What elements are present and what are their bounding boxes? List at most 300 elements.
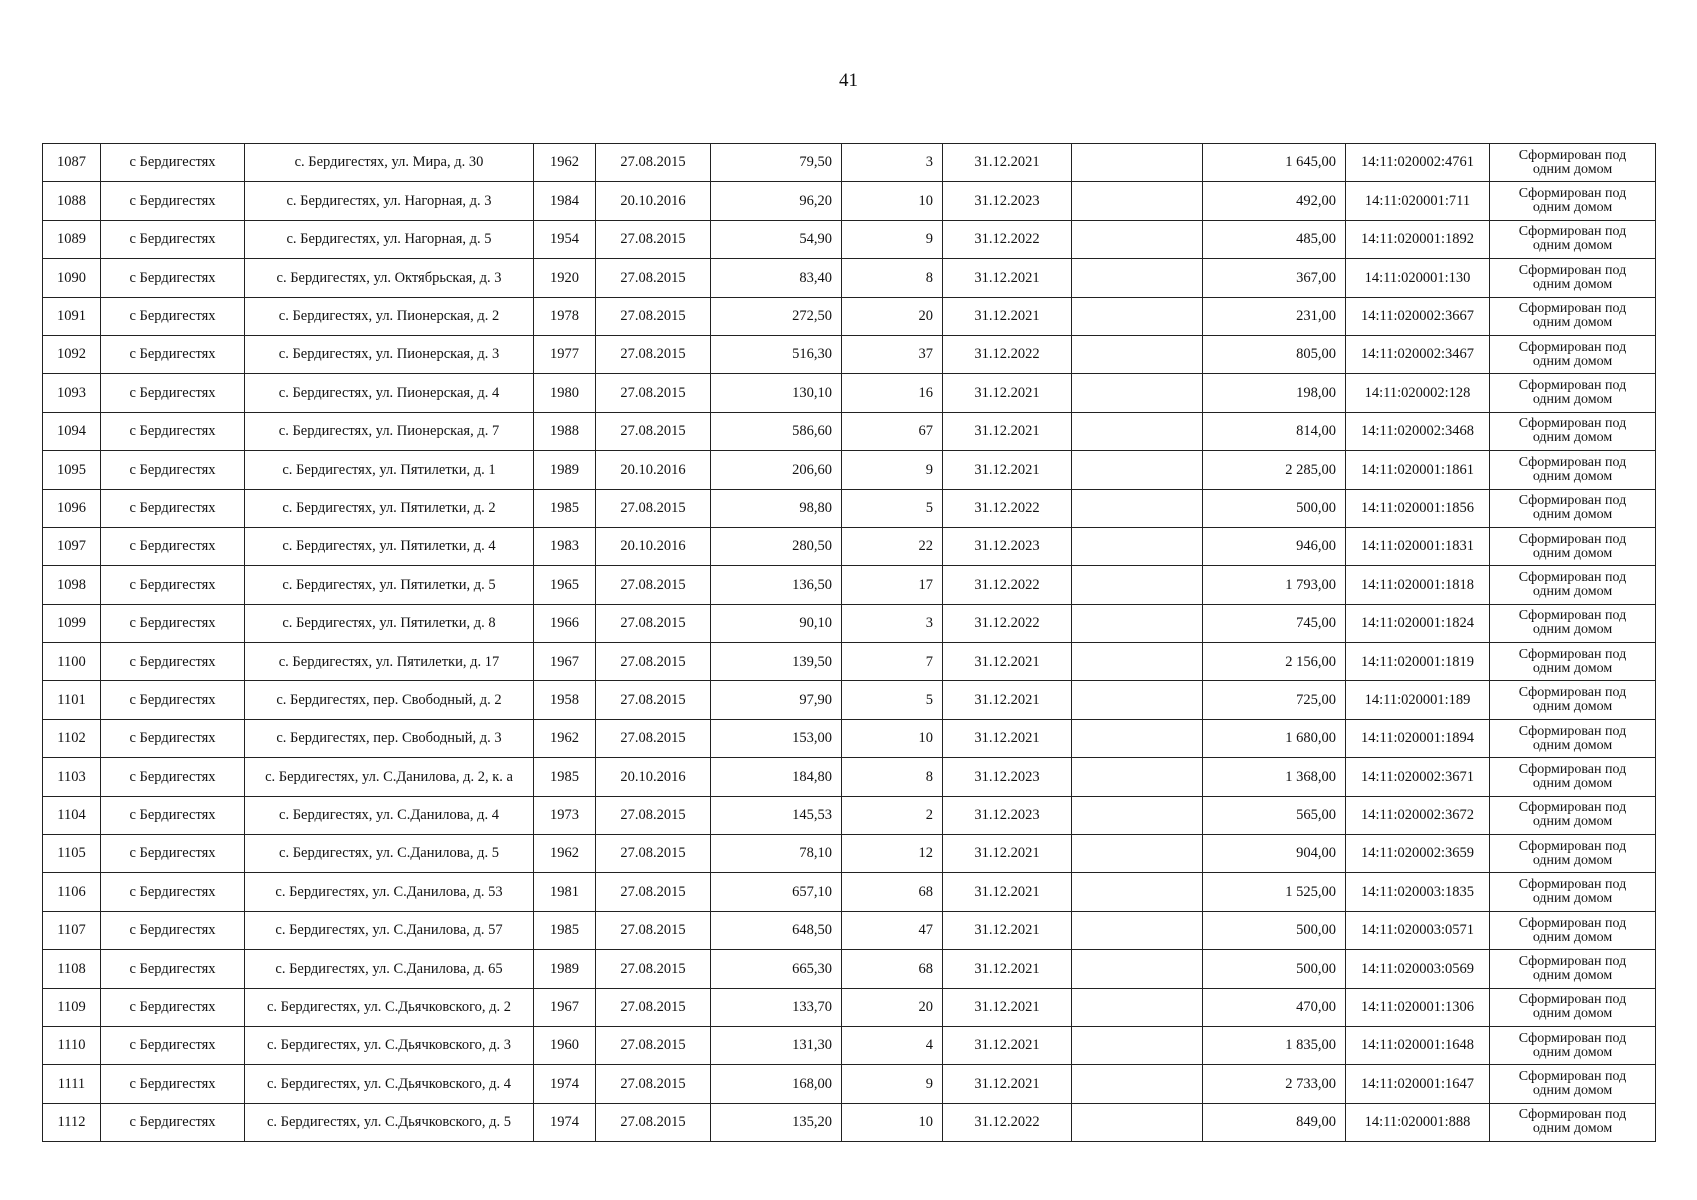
table-row	[43, 182, 1656, 220]
area-cell: 96,20	[711, 182, 842, 220]
status-line-2: одним домом	[1532, 891, 1613, 907]
deadline-cell: 31.12.2021	[943, 144, 1072, 182]
settlement-cell: с Бердигестях	[101, 489, 245, 527]
status-line-1: Сформирован под	[1518, 339, 1627, 355]
empty-cell	[1072, 681, 1203, 719]
count-cell: 20	[842, 988, 943, 1026]
land-area-cell: 2 285,00	[1203, 451, 1346, 489]
date-cell: 27.08.2015	[596, 566, 711, 604]
area-cell: 90,10	[711, 604, 842, 642]
status-cell	[1490, 835, 1656, 873]
empty-cell	[1072, 451, 1203, 489]
row-number: 1087	[43, 144, 101, 182]
address-cell: с. Бердигестях, ул. С.Данилова, д. 5	[245, 835, 534, 873]
status-line-2: одним домом	[1532, 468, 1613, 484]
land-area-cell: 500,00	[1203, 911, 1346, 949]
deadline-cell: 31.12.2022	[943, 566, 1072, 604]
settlement-cell: с Бердигестях	[101, 374, 245, 412]
status-line-2: одним домом	[1532, 737, 1613, 753]
count-cell: 8	[842, 259, 943, 297]
deadline-cell: 31.12.2021	[943, 1065, 1072, 1103]
area-cell: 97,90	[711, 681, 842, 719]
address-cell: с. Бердигестях, ул. Пионерская, д. 2	[245, 297, 534, 335]
count-cell: 5	[842, 489, 943, 527]
status-line-2: одним домом	[1532, 1006, 1613, 1022]
date-cell: 27.08.2015	[596, 988, 711, 1026]
settlement-cell: с Бердигестях	[101, 911, 245, 949]
status-line-1: Сформирован под	[1518, 953, 1627, 969]
row-number: 1092	[43, 335, 101, 373]
count-cell: 9	[842, 451, 943, 489]
year-cell: 1962	[534, 144, 596, 182]
address-cell: с. Бердигестях, ул. С.Дьячковского, д. 5	[245, 1103, 534, 1141]
count-cell: 20	[842, 297, 943, 335]
count-cell: 10	[842, 182, 943, 220]
address-cell: с. Бердигестях, ул. Нагорная, д. 5	[245, 220, 534, 258]
row-number: 1093	[43, 374, 101, 412]
status-cell	[1490, 1065, 1656, 1103]
land-area-cell: 367,00	[1203, 259, 1346, 297]
count-cell: 10	[842, 1103, 943, 1141]
empty-cell	[1072, 527, 1203, 565]
land-area-cell: 946,00	[1203, 527, 1346, 565]
row-number: 1088	[43, 182, 101, 220]
land-area-cell: 1 793,00	[1203, 566, 1346, 604]
cadastral-number-cell: 14:11:020001:1831	[1346, 527, 1490, 565]
status-line-1: Сформирован под	[1518, 1030, 1627, 1046]
deadline-cell: 31.12.2022	[943, 604, 1072, 642]
deadline-cell: 31.12.2021	[943, 374, 1072, 412]
empty-cell	[1072, 950, 1203, 988]
land-area-cell: 805,00	[1203, 335, 1346, 373]
year-cell: 1958	[534, 681, 596, 719]
settlement-cell: с Бердигестях	[101, 719, 245, 757]
date-cell: 27.08.2015	[596, 604, 711, 642]
status-cell	[1490, 950, 1656, 988]
count-cell: 10	[842, 719, 943, 757]
row-number: 1097	[43, 527, 101, 565]
deadline-cell: 31.12.2023	[943, 527, 1072, 565]
land-area-cell: 725,00	[1203, 681, 1346, 719]
empty-cell	[1072, 796, 1203, 834]
date-cell: 27.08.2015	[596, 1065, 711, 1103]
empty-cell	[1072, 220, 1203, 258]
settlement-cell: с Бердигестях	[101, 1103, 245, 1141]
cadastral-number-cell: 14:11:020001:130	[1346, 259, 1490, 297]
land-area-cell: 904,00	[1203, 835, 1346, 873]
year-cell: 1981	[534, 873, 596, 911]
date-cell: 27.08.2015	[596, 681, 711, 719]
table-row	[43, 297, 1656, 335]
year-cell: 1920	[534, 259, 596, 297]
row-number: 1091	[43, 297, 101, 335]
land-area-cell: 1 368,00	[1203, 758, 1346, 796]
address-cell: с. Бердигестях, ул. С.Данилова, д. 57	[245, 911, 534, 949]
empty-cell	[1072, 182, 1203, 220]
area-cell: 665,30	[711, 950, 842, 988]
year-cell: 1974	[534, 1065, 596, 1103]
status-cell	[1490, 1103, 1656, 1141]
table-row	[43, 566, 1656, 604]
status-cell	[1490, 604, 1656, 642]
status-cell	[1490, 758, 1656, 796]
empty-cell	[1072, 412, 1203, 450]
address-cell: с. Бердигестях, ул. С.Данилова, д. 2, к. а	[245, 758, 534, 796]
status-line-2: одним домом	[1532, 814, 1613, 830]
row-number: 1098	[43, 566, 101, 604]
table-row	[43, 489, 1656, 527]
table-row	[43, 643, 1656, 681]
deadline-cell: 31.12.2021	[943, 1026, 1072, 1064]
date-cell: 27.08.2015	[596, 873, 711, 911]
page-number: 41	[839, 70, 858, 91]
area-cell: 516,30	[711, 335, 842, 373]
area-cell: 79,50	[711, 144, 842, 182]
year-cell: 1985	[534, 489, 596, 527]
cadastral-number-cell: 14:11:020001:1861	[1346, 451, 1490, 489]
status-line-2: одним домом	[1532, 660, 1613, 676]
status-line-1: Сформирован под	[1518, 1107, 1627, 1123]
table-row	[43, 1103, 1656, 1141]
settlement-cell: с Бердигестях	[101, 796, 245, 834]
empty-cell	[1072, 259, 1203, 297]
table-row	[43, 719, 1656, 757]
empty-cell	[1072, 988, 1203, 1026]
address-cell: с. Бердигестях, ул. Октябрьская, д. 3	[245, 259, 534, 297]
settlement-cell: с Бердигестях	[101, 643, 245, 681]
cadastral-number-cell: 14:11:020002:3467	[1346, 335, 1490, 373]
cadastral-number-cell: 14:11:020001:189	[1346, 681, 1490, 719]
deadline-cell: 31.12.2021	[943, 950, 1072, 988]
table-row	[43, 220, 1656, 258]
status-line-2: одним домом	[1532, 200, 1613, 216]
date-cell: 27.08.2015	[596, 374, 711, 412]
cadastral-number-cell: 14:11:020003:0571	[1346, 911, 1490, 949]
status-line-1: Сформирован под	[1518, 301, 1627, 317]
area-cell: 78,10	[711, 835, 842, 873]
status-cell	[1490, 796, 1656, 834]
date-cell: 27.08.2015	[596, 911, 711, 949]
year-cell: 1967	[534, 643, 596, 681]
row-number: 1099	[43, 604, 101, 642]
status-line-1: Сформирован под	[1518, 1069, 1627, 1085]
settlement-cell: с Бердигестях	[101, 144, 245, 182]
status-line-2: одним домом	[1532, 545, 1613, 561]
address-cell: с. Бердигестях, ул. Пятилетки, д. 2	[245, 489, 534, 527]
year-cell: 1984	[534, 182, 596, 220]
count-cell: 67	[842, 412, 943, 450]
year-cell: 1974	[534, 1103, 596, 1141]
table-row	[43, 604, 1656, 642]
deadline-cell: 31.12.2021	[943, 835, 1072, 873]
date-cell: 27.08.2015	[596, 489, 711, 527]
empty-cell	[1072, 374, 1203, 412]
land-area-cell: 2 156,00	[1203, 643, 1346, 681]
area-cell: 98,80	[711, 489, 842, 527]
row-number: 1090	[43, 259, 101, 297]
deadline-cell: 31.12.2021	[943, 719, 1072, 757]
status-cell	[1490, 527, 1656, 565]
status-cell	[1490, 451, 1656, 489]
row-number: 1094	[43, 412, 101, 450]
count-cell: 16	[842, 374, 943, 412]
land-area-cell: 565,00	[1203, 796, 1346, 834]
year-cell: 1966	[534, 604, 596, 642]
table-row	[43, 1026, 1656, 1064]
status-line-2: одним домом	[1532, 1044, 1613, 1060]
row-number: 1095	[43, 451, 101, 489]
status-line-2: одним домом	[1532, 583, 1613, 599]
table-row	[43, 527, 1656, 565]
deadline-cell: 31.12.2021	[943, 873, 1072, 911]
status-line-1: Сформирован под	[1518, 800, 1627, 816]
settlement-cell: с Бердигестях	[101, 950, 245, 988]
settlement-cell: с Бердигестях	[101, 604, 245, 642]
address-cell: с. Бердигестях, ул. Пионерская, д. 7	[245, 412, 534, 450]
deadline-cell: 31.12.2021	[943, 451, 1072, 489]
land-area-cell: 231,00	[1203, 297, 1346, 335]
cadastral-number-cell: 14:11:020002:3672	[1346, 796, 1490, 834]
status-line-1: Сформирован под	[1518, 224, 1627, 240]
status-line-1: Сформирован под	[1518, 378, 1627, 394]
date-cell: 27.08.2015	[596, 643, 711, 681]
area-cell: 184,80	[711, 758, 842, 796]
status-cell	[1490, 719, 1656, 757]
status-line-2: одним домом	[1532, 622, 1613, 638]
row-number: 1100	[43, 643, 101, 681]
deadline-cell: 31.12.2023	[943, 182, 1072, 220]
deadline-cell: 31.12.2021	[943, 297, 1072, 335]
count-cell: 4	[842, 1026, 943, 1064]
address-cell: с. Бердигестях, ул. С.Дьячковского, д. 3	[245, 1026, 534, 1064]
count-cell: 68	[842, 950, 943, 988]
count-cell: 17	[842, 566, 943, 604]
status-line-1: Сформирован под	[1518, 761, 1627, 777]
deadline-cell: 31.12.2021	[943, 911, 1072, 949]
settlement-cell: с Бердигестях	[101, 835, 245, 873]
status-line-1: Сформирован под	[1518, 646, 1627, 662]
address-cell: с. Бердигестях, пер. Свободный, д. 3	[245, 719, 534, 757]
address-cell: с. Бердигестях, ул. Нагорная, д. 3	[245, 182, 534, 220]
land-area-cell: 485,00	[1203, 220, 1346, 258]
status-cell	[1490, 374, 1656, 412]
settlement-cell: с Бердигестях	[101, 1065, 245, 1103]
row-number: 1109	[43, 988, 101, 1026]
area-cell: 648,50	[711, 911, 842, 949]
settlement-cell: с Бердигестях	[101, 527, 245, 565]
settlement-cell: с Бердигестях	[101, 758, 245, 796]
status-cell	[1490, 1026, 1656, 1064]
settlement-cell: с Бердигестях	[101, 1026, 245, 1064]
empty-cell	[1072, 873, 1203, 911]
status-cell	[1490, 220, 1656, 258]
cadastral-number-cell: 14:11:020001:1306	[1346, 988, 1490, 1026]
count-cell: 12	[842, 835, 943, 873]
deadline-cell: 31.12.2021	[943, 412, 1072, 450]
date-cell: 27.08.2015	[596, 796, 711, 834]
table-row	[43, 950, 1656, 988]
cadastral-number-cell: 14:11:020003:1835	[1346, 873, 1490, 911]
status-cell	[1490, 873, 1656, 911]
area-cell: 135,20	[711, 1103, 842, 1141]
status-line-1: Сформирован под	[1518, 493, 1627, 509]
empty-cell	[1072, 758, 1203, 796]
status-line-1: Сформирован под	[1518, 685, 1627, 701]
year-cell: 1962	[534, 835, 596, 873]
status-cell	[1490, 489, 1656, 527]
year-cell: 1962	[534, 719, 596, 757]
address-cell: с. Бердигестях, ул. Пятилетки, д. 5	[245, 566, 534, 604]
count-cell: 9	[842, 220, 943, 258]
table-row	[43, 758, 1656, 796]
settlement-cell: с Бердигестях	[101, 988, 245, 1026]
table-row	[43, 259, 1656, 297]
status-line-2: одним домом	[1532, 1083, 1613, 1099]
count-cell: 3	[842, 604, 943, 642]
status-line-2: одним домом	[1532, 967, 1613, 983]
land-area-cell: 1 835,00	[1203, 1026, 1346, 1064]
table-row	[43, 374, 1656, 412]
table-row	[43, 911, 1656, 949]
area-cell: 83,40	[711, 259, 842, 297]
status-cell	[1490, 412, 1656, 450]
row-number: 1096	[43, 489, 101, 527]
count-cell: 2	[842, 796, 943, 834]
land-area-cell: 2 733,00	[1203, 1065, 1346, 1103]
date-cell: 27.08.2015	[596, 835, 711, 873]
land-area-cell: 745,00	[1203, 604, 1346, 642]
cadastral-number-cell: 14:11:020001:1894	[1346, 719, 1490, 757]
table-row	[43, 451, 1656, 489]
area-cell: 130,10	[711, 374, 842, 412]
cadastral-number-cell: 14:11:020001:888	[1346, 1103, 1490, 1141]
deadline-cell: 31.12.2021	[943, 259, 1072, 297]
area-cell: 206,60	[711, 451, 842, 489]
empty-cell	[1072, 911, 1203, 949]
count-cell: 22	[842, 527, 943, 565]
address-cell: с. Бердигестях, ул. С.Данилова, д. 65	[245, 950, 534, 988]
table-row	[43, 873, 1656, 911]
status-line-1: Сформирован под	[1518, 838, 1627, 854]
table-row	[43, 1065, 1656, 1103]
status-cell	[1490, 182, 1656, 220]
status-line-1: Сформирован под	[1518, 569, 1627, 585]
address-cell: с. Бердигестях, ул. Пятилетки, д. 4	[245, 527, 534, 565]
year-cell: 1980	[534, 374, 596, 412]
table-row	[43, 144, 1656, 182]
cadastral-number-cell: 14:11:020002:3468	[1346, 412, 1490, 450]
land-area-cell: 814,00	[1203, 412, 1346, 450]
cadastral-number-cell: 14:11:020002:3667	[1346, 297, 1490, 335]
address-cell: с. Бердигестях, ул. Пионерская, д. 4	[245, 374, 534, 412]
empty-cell	[1072, 566, 1203, 604]
cadastral-number-cell: 14:11:020002:3671	[1346, 758, 1490, 796]
cadastral-number-cell: 14:11:020001:1856	[1346, 489, 1490, 527]
cadastral-number-cell: 14:11:020002:3659	[1346, 835, 1490, 873]
status-line-2: одним домом	[1532, 929, 1613, 945]
status-cell	[1490, 335, 1656, 373]
status-line-1: Сформирован под	[1518, 992, 1627, 1008]
status-line-2: одним домом	[1532, 852, 1613, 868]
settlement-cell: с Бердигестях	[101, 335, 245, 373]
count-cell: 5	[842, 681, 943, 719]
status-line-1: Сформирован под	[1518, 915, 1627, 931]
deadline-cell: 31.12.2022	[943, 220, 1072, 258]
cadastral-number-cell: 14:11:020002:128	[1346, 374, 1490, 412]
date-cell: 27.08.2015	[596, 297, 711, 335]
settlement-cell: с Бердигестях	[101, 873, 245, 911]
year-cell: 1989	[534, 451, 596, 489]
status-line-2: одним домом	[1532, 276, 1613, 292]
count-cell: 3	[842, 144, 943, 182]
land-area-cell: 849,00	[1203, 1103, 1346, 1141]
year-cell: 1989	[534, 950, 596, 988]
status-line-1: Сформирован под	[1518, 723, 1627, 739]
address-cell: с. Бердигестях, ул. Пятилетки, д. 1	[245, 451, 534, 489]
status-line-1: Сформирован под	[1518, 186, 1627, 202]
date-cell: 27.08.2015	[596, 1026, 711, 1064]
row-number: 1104	[43, 796, 101, 834]
area-cell: 272,50	[711, 297, 842, 335]
settlement-cell: с Бердигестях	[101, 182, 245, 220]
row-number: 1089	[43, 220, 101, 258]
area-cell: 54,90	[711, 220, 842, 258]
settlement-cell: с Бердигестях	[101, 297, 245, 335]
year-cell: 1985	[534, 911, 596, 949]
count-cell: 8	[842, 758, 943, 796]
status-line-2: одним домом	[1532, 315, 1613, 331]
empty-cell	[1072, 1065, 1203, 1103]
area-cell: 153,00	[711, 719, 842, 757]
date-cell: 20.10.2016	[596, 758, 711, 796]
year-cell: 1988	[534, 412, 596, 450]
date-cell: 20.10.2016	[596, 451, 711, 489]
row-number: 1111	[43, 1065, 101, 1103]
empty-cell	[1072, 335, 1203, 373]
status-cell	[1490, 297, 1656, 335]
land-area-cell: 1 525,00	[1203, 873, 1346, 911]
date-cell: 27.08.2015	[596, 1103, 711, 1141]
count-cell: 9	[842, 1065, 943, 1103]
table-row	[43, 412, 1656, 450]
table-row	[43, 681, 1656, 719]
date-cell: 27.08.2015	[596, 259, 711, 297]
date-cell: 27.08.2015	[596, 220, 711, 258]
status-line-2: одним домом	[1532, 1121, 1613, 1137]
table-body	[43, 144, 1656, 1142]
count-cell: 7	[842, 643, 943, 681]
address-cell: с. Бердигестях, ул. С.Данилова, д. 53	[245, 873, 534, 911]
status-line-2: одним домом	[1532, 699, 1613, 715]
land-area-cell: 1 645,00	[1203, 144, 1346, 182]
year-cell: 1978	[534, 297, 596, 335]
status-line-1: Сформирован под	[1518, 877, 1627, 893]
date-cell: 20.10.2016	[596, 182, 711, 220]
status-line-1: Сформирован под	[1518, 416, 1627, 432]
area-cell: 145,53	[711, 796, 842, 834]
area-cell: 280,50	[711, 527, 842, 565]
date-cell: 27.08.2015	[596, 719, 711, 757]
address-cell: с. Бердигестях, ул. Пятилетки, д. 8	[245, 604, 534, 642]
table-row	[43, 796, 1656, 834]
area-cell: 133,70	[711, 988, 842, 1026]
empty-cell	[1072, 1026, 1203, 1064]
year-cell: 1965	[534, 566, 596, 604]
land-area-cell: 500,00	[1203, 489, 1346, 527]
empty-cell	[1072, 297, 1203, 335]
empty-cell	[1072, 835, 1203, 873]
cadastral-number-cell: 14:11:020001:711	[1346, 182, 1490, 220]
